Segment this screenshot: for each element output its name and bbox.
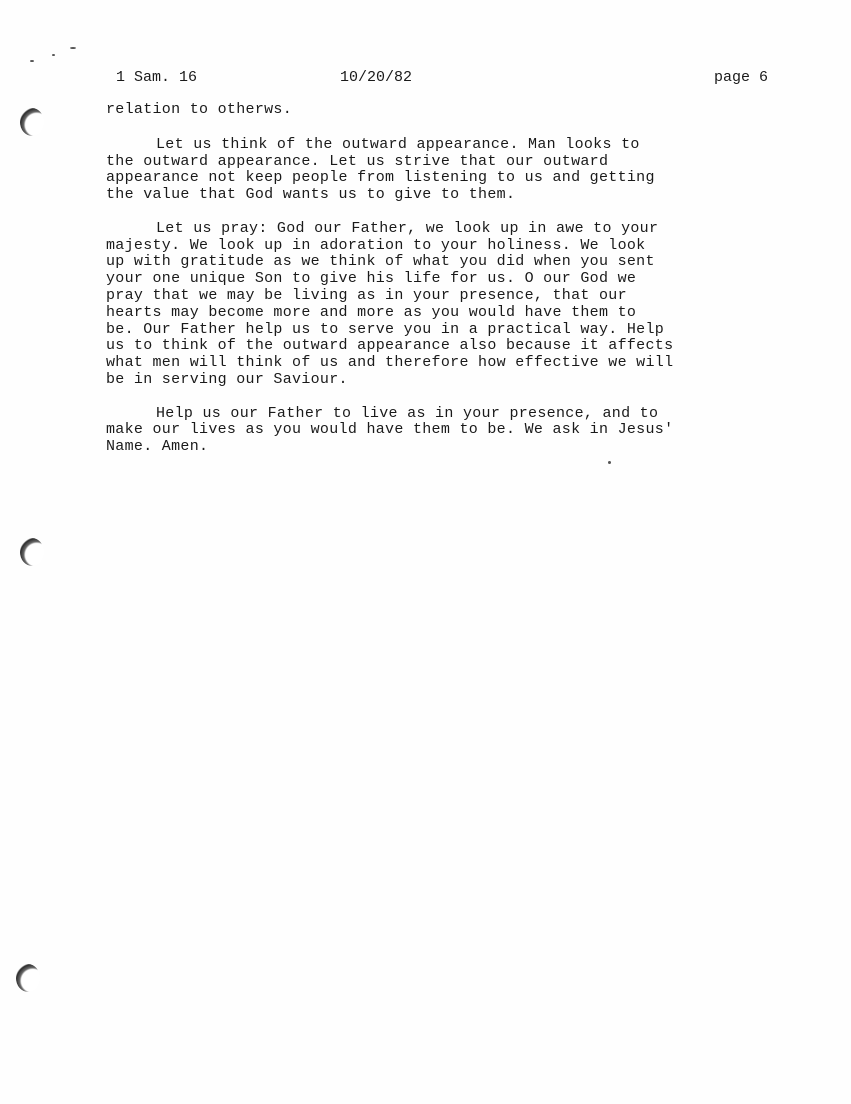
document-body (106, 102, 746, 473)
paragraph-prayer: Let us pray: God our Father, we look up in awe to your majesty. We look up in adoration to your holiness. We look up with gratitude as we think of what you did when you sent your one unique Son to give his life for us. O our God we pray that we may be living as in your presence, that our hearts may become more and more as you would have them to be. Our Father help us to serve you in a practical way. Help us to think of the outward appearance also because it affects what men will think of us and therefore how effective we will be in serving our Saviour. (106, 219, 674, 388)
ink-speck (30, 60, 34, 62)
ink-speck (52, 54, 55, 56)
ink-speck (70, 47, 76, 49)
header-date: 10/20/82 (340, 69, 413, 86)
punch-hole-top (20, 108, 44, 136)
page-header (0, 68, 851, 88)
paragraph-continuation: relation to otherws. (106, 101, 293, 118)
paragraph-closing: Help us our Father to live as in your presence, and to make our lives as you would have them to be. We ask in Jesus' Name. Amen. (106, 404, 674, 456)
punch-hole-middle (20, 538, 44, 566)
paragraph-outward-appearance: Let us think of the outward appearance. Man looks to the outward appearance. Let us strive that our outward appearance not keep people from listening to us and getting the value that God wants us to give to them. (106, 135, 655, 204)
punch-hole-bottom (16, 964, 40, 992)
scripture-reference: 1 Sam. 16 (116, 69, 198, 86)
page-number: page 6 (714, 69, 769, 86)
